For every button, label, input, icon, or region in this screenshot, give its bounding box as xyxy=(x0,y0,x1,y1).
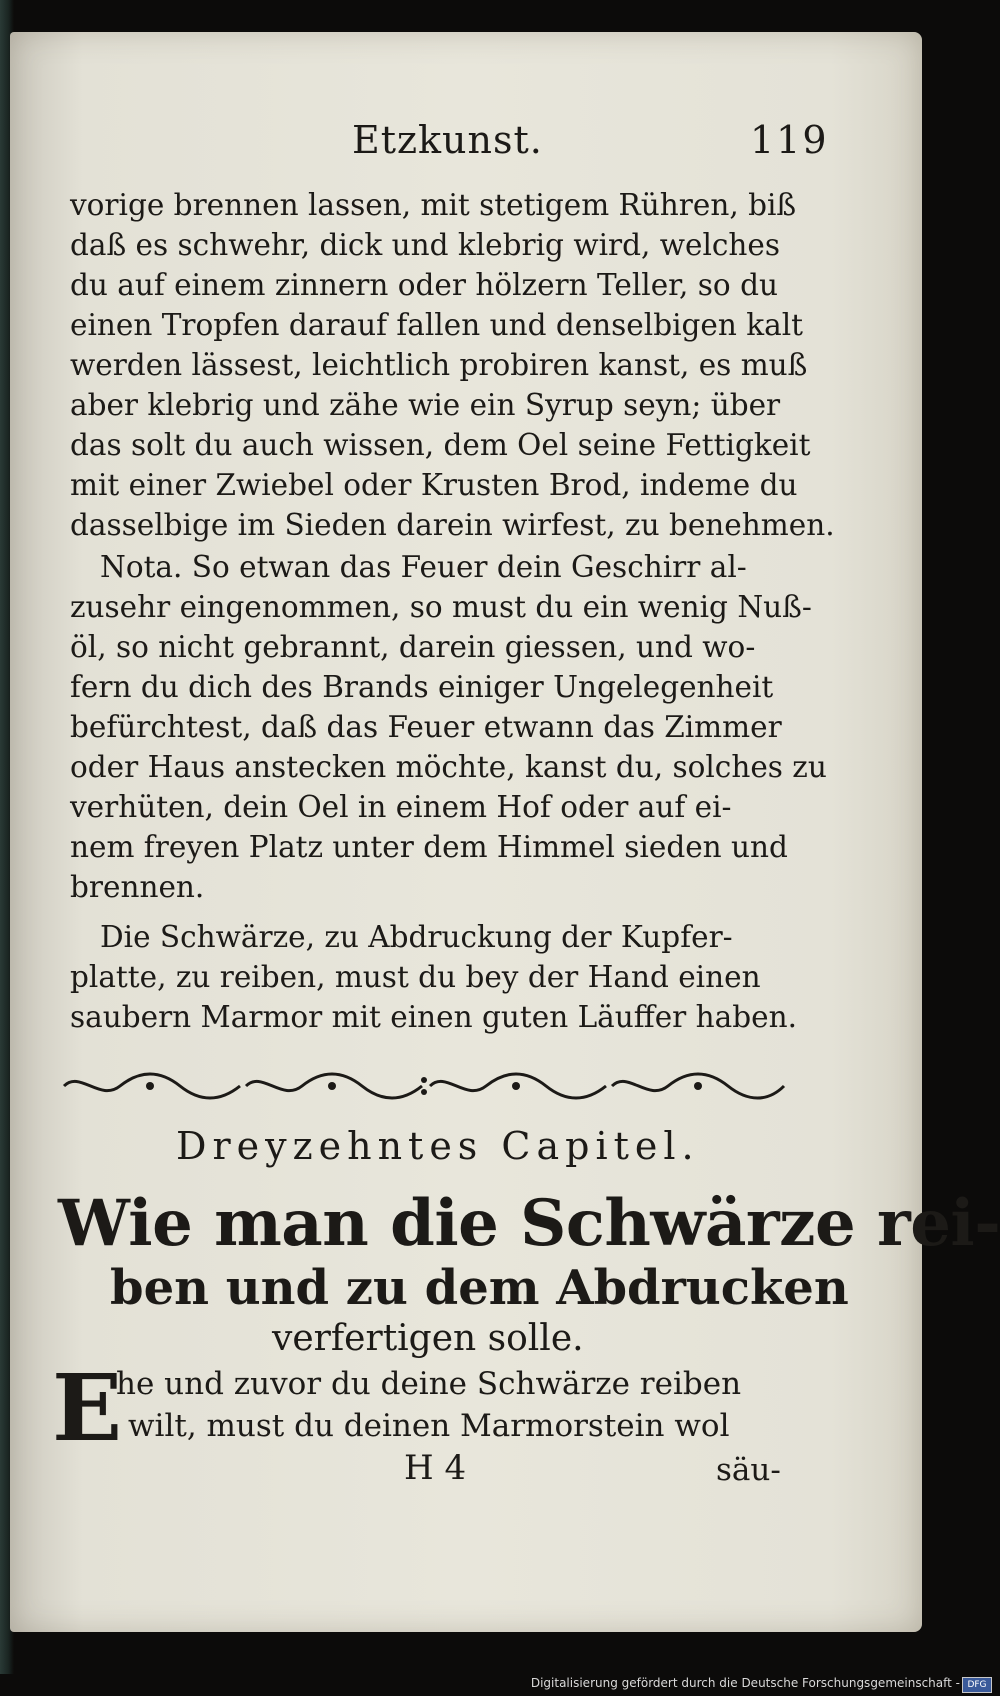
text-line: vorige brennen lassen, mit stetigem Rühren, biß xyxy=(70,188,797,222)
signature-mark: H 4 xyxy=(404,1448,467,1488)
text-line: oder Haus anstecken möchte, kanst du, solches zu xyxy=(70,750,827,784)
text-line: mit einer Zwiebel oder Krusten Brod, indeme du xyxy=(70,468,798,502)
text-line: aber klebrig und zähe wie ein Syrup seyn; über xyxy=(70,388,781,422)
text-line: saubern Marmor mit einen guten Läuffer haben. xyxy=(70,1000,797,1034)
digitization-credit: Digitalisierung gefördert durch die Deutsche Forschungsgemeinschaft - xyxy=(530,1676,960,1690)
text-line: Die Schwärze, zu Abdruckung der Kupfer- xyxy=(100,920,733,954)
catchword: säu- xyxy=(716,1452,781,1488)
text-line: du auf einem zinnern oder hölzern Teller, so du xyxy=(70,268,778,302)
text-line: daß es schwehr, dick und klebrig wird, welches xyxy=(70,228,781,262)
text-line: nem freyen Platz unter dem Himmel sieden und xyxy=(70,830,788,864)
text-line: verhüten, dein Oel in einem Hof oder auf ei- xyxy=(70,790,732,824)
text-line: he und zuvor du deine Schwärze reiben xyxy=(116,1366,742,1402)
text-line: das solt du auch wissen, dem Oel seine Fettigkeit xyxy=(70,428,811,462)
ornament-divider-icon xyxy=(60,1066,788,1106)
text-line: platte, zu reiben, must du bey der Hand einen xyxy=(70,960,761,994)
page-number: 119 xyxy=(750,118,829,162)
running-head-title: Etzkunst. xyxy=(352,118,543,162)
chapter-heading-line1: Wie man die Schwärze rei- xyxy=(58,1186,1000,1261)
text-line: dasselbige im Sieden darein wirfest, zu benehmen. xyxy=(70,508,835,542)
dfg-logo: DFG xyxy=(962,1677,992,1693)
text-line: befürchtest, daß das Feuer etwann das Zimmer xyxy=(70,710,782,744)
chapter-heading-line3: verfertigen solle. xyxy=(272,1318,584,1359)
text-line: zusehr eingenommen, so must du ein wenig Nuß- xyxy=(70,590,812,624)
text-line: öl, so nicht gebrannt, darein giessen, und wo- xyxy=(70,630,756,664)
text-line: Nota. So etwan das Feuer dein Geschirr al- xyxy=(100,550,747,584)
drop-cap: E xyxy=(52,1354,123,1462)
text-line: einen Tropfen darauf fallen und denselbigen kalt xyxy=(70,308,803,342)
text-line: brennen. xyxy=(70,870,205,904)
chapter-number: Dreyzehntes Capitel. xyxy=(176,1124,700,1168)
chapter-heading-line2: ben und zu dem Abdrucken xyxy=(110,1260,849,1316)
text-line: werden lässest, leichtlich probiren kanst, es muß xyxy=(70,348,808,382)
text-line: fern du dich des Brands einiger Ungelegenheit xyxy=(70,670,774,704)
text-line: wilt, must du deinen Marmorstein wol xyxy=(128,1408,730,1444)
